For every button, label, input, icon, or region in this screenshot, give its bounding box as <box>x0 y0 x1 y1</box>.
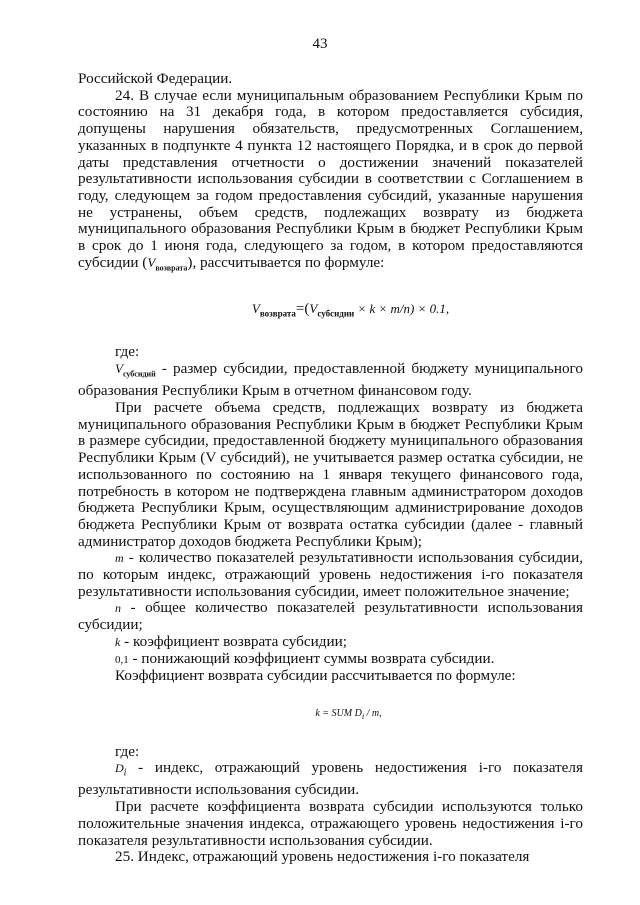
n-symbol: n <box>115 601 121 616</box>
m-symbol: m <box>115 551 124 566</box>
paragraph-24-text: 24. В случае если муниципальным образованием Республики Крым по состоянию на 31 декабря года, в котором предоставляется субсидия, допущены нарушения обязательств, предусмотренных Соглашением, указанных в подпункте 4 пункта 12 настоящего Порядка, и в срок до первой даты представления отчетности о достижении значений показателей результативности использования субсидии в соответствии с Соглашением в году, следующем за годом предоставления субсидий, указанные нарушения не устранены, объем средств, подлежащих возврату из бюджета муниципального образования Республики Крым в бюджет Республики Крым в срок до 1 июня года, следующего за годом, в котором предоставляются субсидии ( <box>78 86 583 271</box>
paragraph-calculation: При расчете объема средств, подлежащих возврату из бюджета муниципального образования Республики Крым в бюджет Республики Крым в размере субсидии, предоставленной бюджету муниципального образования Республики Крым (V субсидий), не учитывается размер остатка субсидии, не использованного по состоянию на 1 января текущего финансового года, потребность в котором не подтверждена главным администратором доходов бюджета Республики Крым, осуществляющим администрирование доходов бюджета Республики Крым от возврата остатка субсидии (далее - главный администратор доходов бюджета Республики Крым); <box>78 399 583 550</box>
where-label-2: где: <box>115 742 140 760</box>
coefficient-01-symbol: 0,1 <box>115 653 129 666</box>
definition-n: n - общее количество показателей результативности использования субсидии; <box>78 599 583 634</box>
v-vozvrata-inline-symbol: $V_{возврата}$ <box>147 254 188 273</box>
paragraph-24-end: ), рассчитывается по формуле: <box>187 253 385 271</box>
paragraph-positive-values: При расчете коэффициента возврата субсидии используются только положительные значения индекса, отражающего уровень недостижения i-го показателя результативности использования субсидии. <box>78 798 583 849</box>
page-number: 43 <box>312 36 328 52</box>
formula-return-amount: $V_{возврата}=(V_{субсидии} \times k \times m/n) \times 0.1$, <box>251 301 450 319</box>
v-subsidiy-symbol: $V_{субсидий}$ <box>115 361 156 379</box>
definition-di: $D_i$ - индекс, отражающий уровень недостижения i-го показателя результативности использования субсидии. <box>78 759 583 799</box>
definition-k: k - коэффициент возврата субсидии; <box>115 632 347 650</box>
definition-m: m - количество показателей результативности использования субсидии, по которым индекс, отражающий уровень недостижения i-го показателя результативности использования субсидии, имеет положительное значение; <box>78 549 583 600</box>
where-label-1: где: <box>115 343 140 361</box>
di-symbol: $D_i$ <box>115 761 127 779</box>
formula-return-coefficient: k = SUM $D_i$ / m, <box>315 707 382 721</box>
k-symbol: k <box>115 634 121 649</box>
document-body <box>78 71 583 866</box>
paragraph-24 <box>78 88 583 277</box>
paragraph-25: 25. Индекс, отражающий уровень недостижения i-го показателя <box>115 848 530 866</box>
definition-coefficient-01: 0,1 - понижающий коэффициент суммы возврата субсидии. <box>115 649 495 667</box>
paragraph-continuation: Российской Федерации. <box>78 70 233 87</box>
definition-v-subsidiy: $V_{субсидий}$ - размер субсидии, предоставленной бюджету муниципального образования Республики Крым в отчетном финансовом году. <box>78 360 583 400</box>
k-formula-intro: Коэффициент возврата субсидии рассчитывается по формуле: <box>115 667 516 685</box>
